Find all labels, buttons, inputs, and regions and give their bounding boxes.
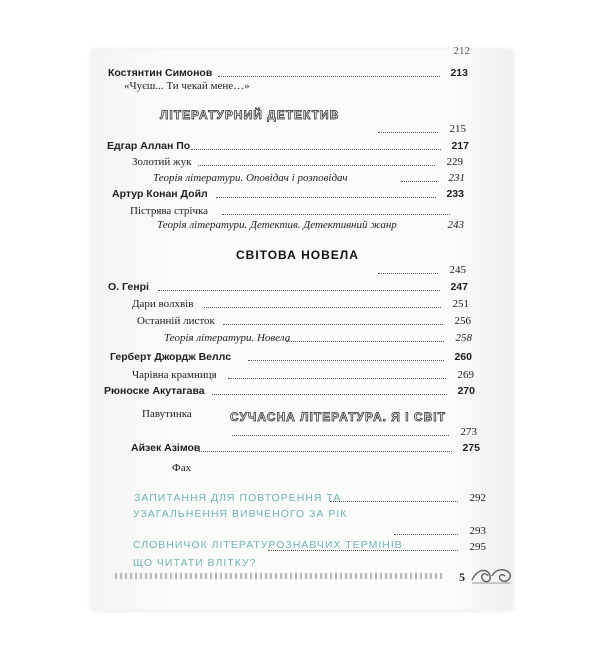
entry-page: 270 (457, 385, 475, 397)
entry-label: Костянтин Симонов (108, 67, 213, 79)
entry-label: «Чуєш... Ти чекай мене…» (124, 80, 250, 92)
leader-dots (158, 280, 440, 291)
leader-dots (216, 187, 436, 198)
entry-label: Дари волхвів (132, 298, 194, 310)
leader-dots (232, 425, 449, 436)
entry-page: 260 (454, 351, 472, 363)
leader-dots (218, 66, 440, 77)
closing-entry-review-line2: УЗАГАЛЬНЕННЯ ВИВЧЕНОГО ЗА РІК (133, 508, 348, 520)
leader-dots (394, 524, 458, 535)
entry-page: 256 (454, 315, 471, 327)
closing-entry-summer-reading: ЩО ЧИТАТИ ВЛІТКУ? (133, 557, 257, 569)
entry-page: 269 (457, 369, 474, 381)
entry-label: Рюноске Акутагава (104, 385, 205, 397)
entry-page: 231 (448, 172, 465, 184)
entry-page: 233 (446, 188, 464, 200)
entry-label: Пістрява стрічка (130, 205, 209, 217)
entry-label: Герберт Джордж Веллс (110, 351, 232, 363)
leader-dots (378, 263, 438, 274)
entry-page: 258 (455, 332, 472, 344)
entry-label: Айзек Азімов (131, 442, 201, 454)
leader-dots (212, 384, 447, 395)
entry-label: Останній листок (137, 315, 215, 327)
entry-label: Артур Конан Дойл (112, 188, 208, 200)
entry-label: О. Генрі (108, 281, 149, 293)
leader-dots (199, 441, 452, 452)
entry-label: Теорія літератури. Оповідач і розповідач (153, 172, 348, 184)
closing-entry-glossary: СЛОВНИЧОК ЛІТЕРАТУРОЗНАВЧИХ ТЕРМІНІВ (133, 539, 403, 551)
entry-label: Теорія літератури. Детектив. Детективний жанр (157, 219, 397, 231)
entry-label: Едгар Аллан По (107, 140, 191, 152)
leader-dots (378, 122, 438, 133)
section-heading-detective: ЛІТЕРАТУРНИЙ ДЕТЕКТИВ (160, 108, 340, 122)
leader-dots (401, 171, 437, 182)
entry-page: 243 (447, 219, 464, 231)
leader-dots (191, 139, 441, 150)
leader-dots (286, 331, 444, 342)
entry-label: Павутинка (142, 408, 192, 420)
section-heading-contemporary: СУЧАСНА ЛІТЕРАТУРА. Я І СВІТ (230, 410, 446, 424)
entry-page: 247 (450, 281, 468, 293)
leader-dots (198, 155, 435, 166)
section-heading-world-novella: СВІТОВА НОВЕЛА (236, 248, 359, 262)
entry-page: 251 (452, 298, 469, 310)
leader-dots (223, 314, 443, 325)
entry-label: Чарівна крамниця (132, 369, 217, 381)
leader-dots (228, 368, 446, 379)
swirl-ornament-icon (470, 566, 512, 586)
page-number: 5 (459, 570, 465, 584)
entry-label: Теорія літератури. Новела (164, 332, 291, 344)
entry-page: 217 (451, 140, 469, 152)
entry-page: 213 (450, 67, 468, 79)
entry-label: Золотий жук (132, 156, 192, 168)
decorative-border (115, 573, 445, 579)
leader-dots (222, 204, 450, 215)
entry-page: 275 (462, 442, 480, 454)
leader-dots (330, 491, 458, 502)
entry-label: Фах (172, 462, 192, 474)
entry-page: 229 (446, 156, 463, 168)
leader-dots (268, 540, 458, 551)
leader-dots (204, 297, 441, 308)
leader-dots (248, 350, 444, 361)
closing-entry-review-line1: ЗАПИТАННЯ ДЛЯ ПОВТОРЕННЯ ТА (134, 492, 342, 504)
